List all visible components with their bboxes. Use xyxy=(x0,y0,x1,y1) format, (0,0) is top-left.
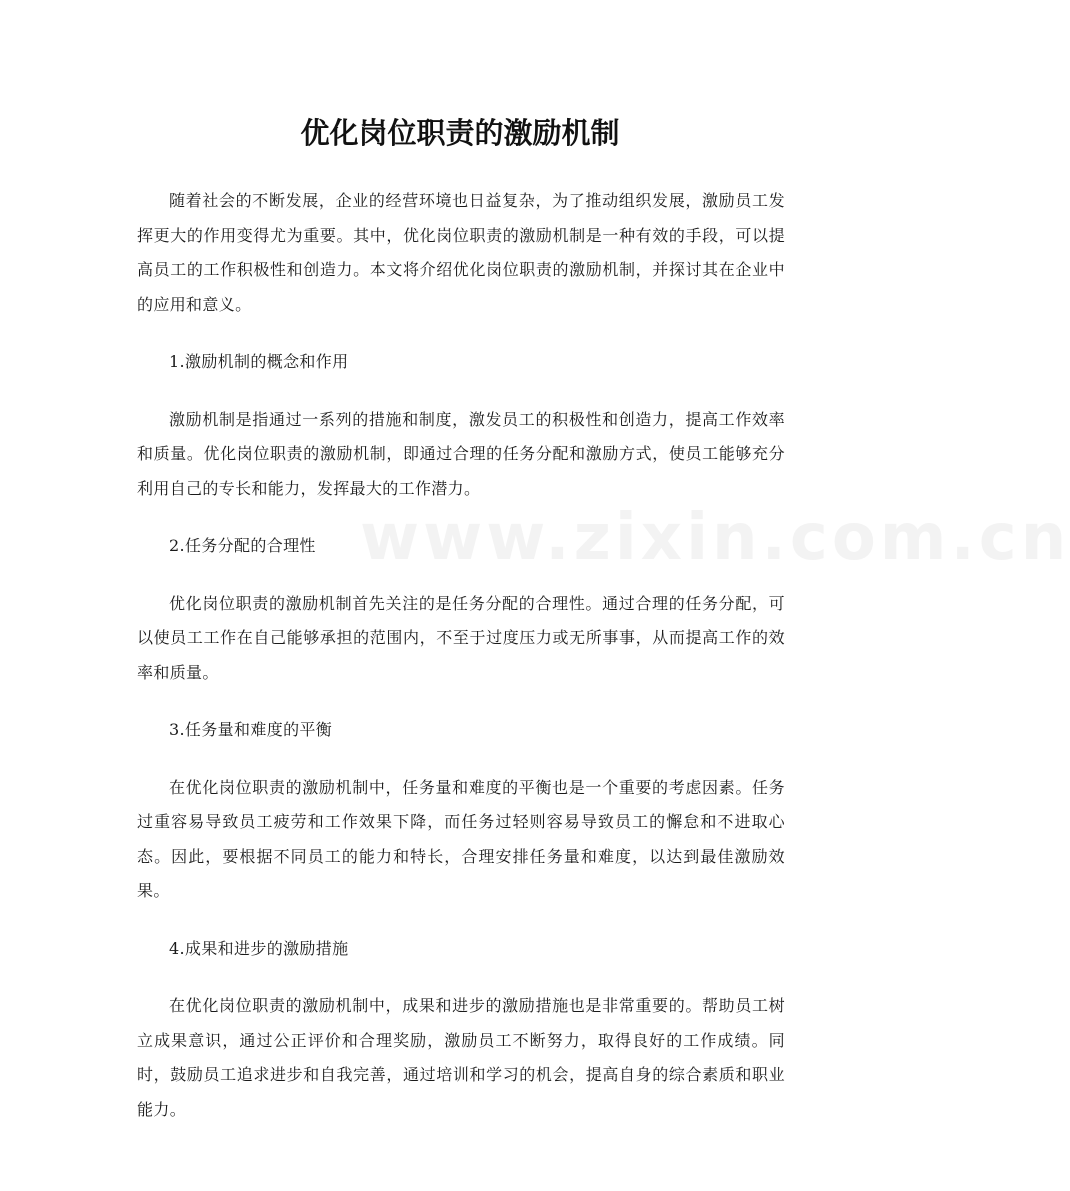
document-body xyxy=(137,184,1070,1150)
section-paragraph-3: 在优化岗位职责的激励机制中，任务量和难度的平衡也是一个重要的考虑因素。任务过重容易导致员工疲劳和工作效果下降，而任务过轻则容易导致员工的懈怠和不进取心态。因此，要根据不同员工的能力和特长，合理安排任务量和难度，以达到最佳激励效果。 xyxy=(137,777,785,900)
section-paragraph-1: 激励机制是指通过一系列的措施和制度，激发员工的积极性和创造力，提高工作效率和质量。优化岗位职责的激励机制，即通过合理的任务分配和激励方式，使员工能够充分利用自己的专长和能力，发挥最大的工作潜力。 xyxy=(137,409,785,498)
document-title: 优化岗位职责的激励机制 xyxy=(300,116,620,150)
section-heading-2: 2.任务分配的合理性 xyxy=(169,536,316,555)
section-heading-1: 1.激励机制的概念和作用 xyxy=(169,352,349,371)
intro-paragraph: 随着社会的不断发展，企业的经营环境也日益复杂，为了推动组织发展，激励员工发挥更大的作用变得尤为重要。其中，优化岗位职责的激励机制是一种有效的手段，可以提高员工的工作积极性和创造力。本文将介绍优化岗位职责的激励机制，并探讨其在企业中的应用和意义。 xyxy=(137,191,785,314)
section-paragraph-4: 在优化岗位职责的激励机制中，成果和进步的激励措施也是非常重要的。帮助员工树立成果意识，通过公正评价和合理奖励，激励员工不断努力，取得良好的工作成绩。同时，鼓励员工追求进步和自我完善，通过培训和学习的机会，提高自身的综合素质和职业能力。 xyxy=(137,996,785,1119)
watermark: www.zixin.com.cn xyxy=(360,501,1070,575)
section-paragraph-2: 优化岗位职责的激励机制首先关注的是任务分配的合理性。通过合理的任务分配，可以使员工工作在自己能够承担的范围内，不至于过度压力或无所事事，从而提高工作的效率和质量。 xyxy=(137,593,785,682)
section-heading-4: 4.成果和进步的激励措施 xyxy=(169,938,349,958)
section-heading-3: 3.任务量和难度的平衡 xyxy=(169,720,333,739)
